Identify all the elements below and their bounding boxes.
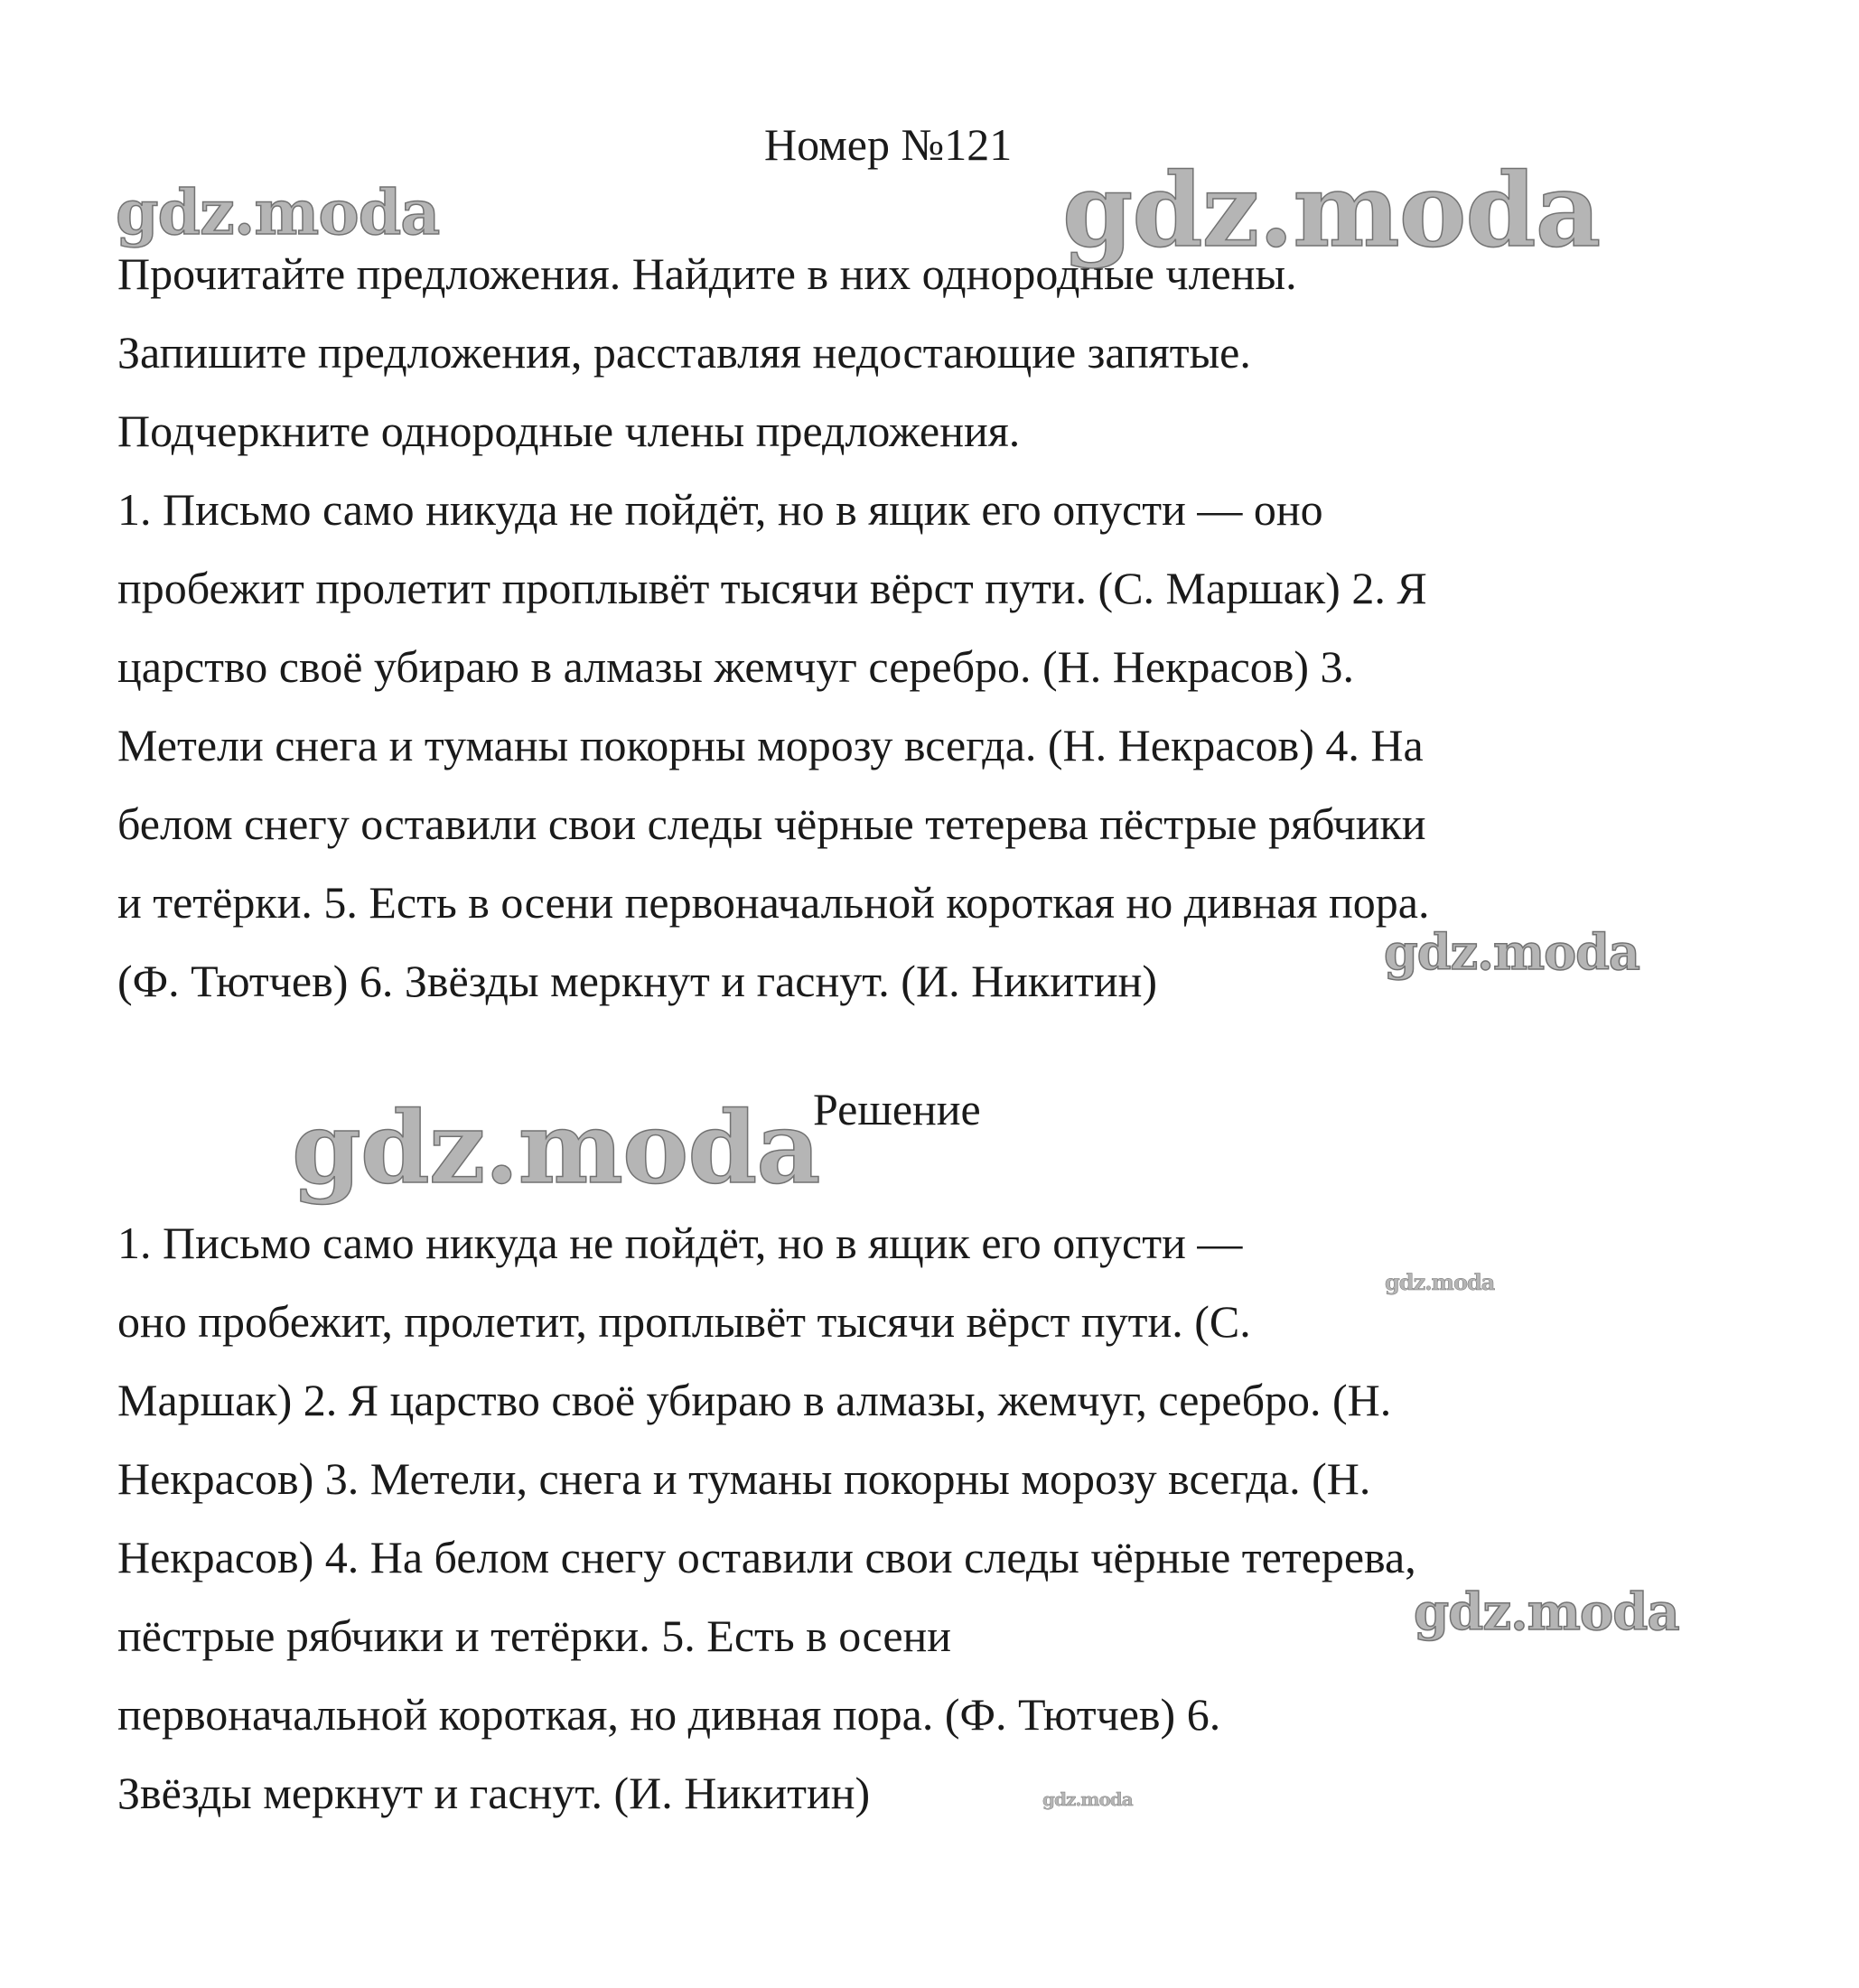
watermark-logo: gdz.moda xyxy=(292,1089,820,1206)
task-line: (Ф. Тютчев) 6. Звёзды меркнут и гаснут. (И. Никитин) xyxy=(117,956,1158,1006)
solution-line: первоначальной короткая, но дивная пора. (Ф. Тютчев) 6. xyxy=(117,1689,1221,1740)
watermark-logo: gdz.moda xyxy=(116,177,440,249)
task-line: 1. Письмо само никуда не пойдёт, но в ящик его опусти — оно xyxy=(117,484,1323,535)
solution-line: Звёзды меркнут и гаснут. (И. Никитин) xyxy=(117,1768,871,1818)
solution-line: 1. Письмо само никуда не пойдёт, но в ящик его опусти — xyxy=(117,1218,1243,1268)
watermark-logo: gdz.moda xyxy=(1385,1269,1495,1295)
solution-line: Некрасов) 3. Метели, снега и туманы покорны морозу всегда. (Н. xyxy=(117,1453,1371,1504)
solution-text xyxy=(117,1204,1416,1833)
solution-title: Решение xyxy=(813,1084,981,1134)
task-line: пробежит пролетит проплывёт тысячи вёрст пути. (С. Маршак) 2. Я xyxy=(117,563,1427,613)
solution-line: Некрасов) 4. На белом снегу оставили свои следы чёрные тетерева, xyxy=(117,1532,1416,1582)
task-text xyxy=(117,235,1430,1021)
task-line: Запишите предложения, расставляя недостающие запятые. xyxy=(117,327,1251,378)
task-line: Подчеркните однородные члены предложения. xyxy=(117,406,1021,456)
watermark-logo: gdz.moda xyxy=(1042,1788,1133,1810)
page-title: Номер №121 xyxy=(764,119,1013,170)
solution-line: Маршак) 2. Я царство своё убираю в алмазы, жемчуг, серебро. (Н. xyxy=(117,1375,1392,1425)
watermark-logo: gdz.moda xyxy=(1384,923,1639,981)
task-line: Прочитайте предложения. Найдите в них однородные члены. xyxy=(117,248,1297,299)
watermark-logo: gdz.moda xyxy=(1062,152,1601,270)
watermark-logo: gdz.moda xyxy=(1414,1582,1679,1642)
solution-line: пёстрые рябчики и тетёрки. 5. Есть в осени xyxy=(117,1610,952,1661)
task-line: Метели снега и туманы покорны морозу всегда. (Н. Некрасов) 4. На xyxy=(117,720,1424,770)
task-line: царство своё убираю в алмазы жемчуг серебро. (Н. Некрасов) 3. xyxy=(117,641,1355,692)
task-line: белом снегу оставили свои следы чёрные тетерева пёстрые рябчики xyxy=(117,798,1426,849)
solution-line: оно пробежит, пролетит, проплывёт тысячи вёрст пути. (С. xyxy=(117,1296,1251,1347)
task-line: и тетёрки. 5. Есть в осени первоначальной короткая но дивная пора. xyxy=(117,877,1430,928)
